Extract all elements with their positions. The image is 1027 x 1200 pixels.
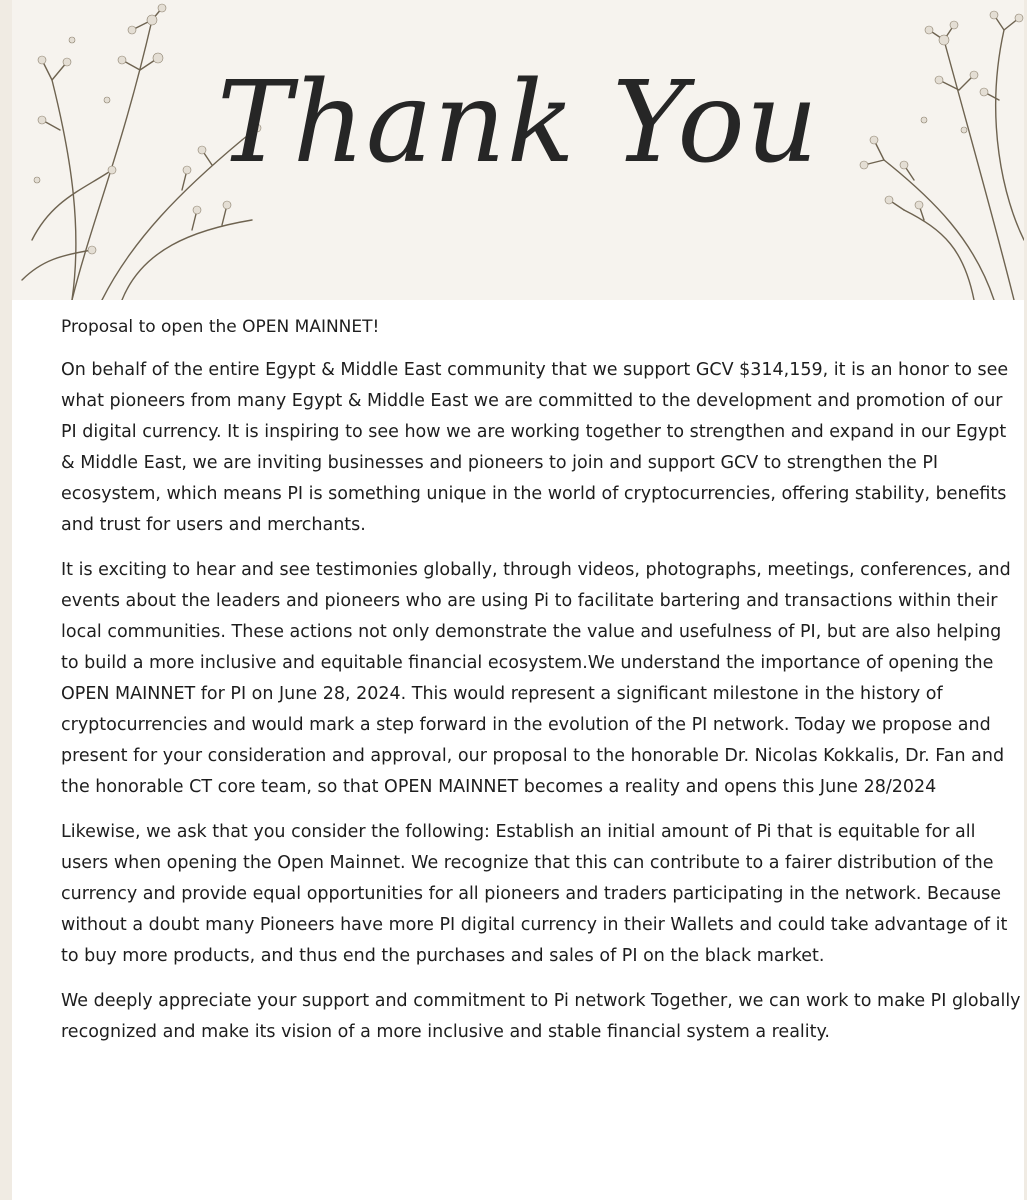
letter-heading: Proposal to open the OPEN MAINNET! [61,317,380,337]
letter-paragraph: We deeply appreciate your support and commitment to Pi network Together, we can work to make PI globally recognized and make its vision of a more inclusive and stable financial system a reality. [61,991,1021,1042]
dried-flowers-right-icon [824,0,1024,300]
letter-paragraph: It is exciting to hear and see testimonies globally, through videos, photographs, meetings, conferences, and events about the leaders and pioneers who are using Pi to facilitate bartering and transactions within their local communities. These actions not only demonstrate the value and usefulness of PI, but are also helping to build a more inclusive and equitable financial ecosystem.We understand the importance of opening the OPEN MAINNET for PI on June 28, 2024. This would represent a significant milestone in the history of cryptocurrencies and would mark a step forward in the evolution of the PI network. Today we propose and present for your consideration and approval, our proposal to the honorable Dr. Nicolas Kokkalis, Dr. Fan and the honorable CT core team, so that OPEN MAINNET becomes a reality and opens this June 28/2024 [61,560,1011,797]
letter-paragraph: On behalf of the entire Egypt & Middle East community that we support GCV $314,159, it is an honor to see what pioneers from many Egypt & Middle East we are committed to the development and promotion of our PI digital currency. It is inspiring to see how we are working together to strengthen and expand in our Egypt & Middle East, we are inviting businesses and pioneers to join and support GCV to strengthen the PI ecosystem, which means PI is something unique in the world of cryptocurrencies, offering stability, benefits and trust for users and merchants. [61,360,1009,535]
letter-paragraph: Likewise, we ask that you consider the following: Establish an initial amount of Pi that is equitable for all users when opening the Open Mainnet. We recognize that this can contribute to a fairer distribution of the currency and provide equal opportunities for all pioneers and traders participating in the network. Because without a doubt many Pioneers have more PI digital currency in their Wallets and could take advantage of it to buy more products, and thus end the purchases and sales of PI on the black market. [61,822,1008,966]
letter-page [12,0,1024,1200]
banner-title: Thank You [217,58,819,188]
thank-you-banner [12,0,1024,300]
letter-body [61,312,1021,1062]
